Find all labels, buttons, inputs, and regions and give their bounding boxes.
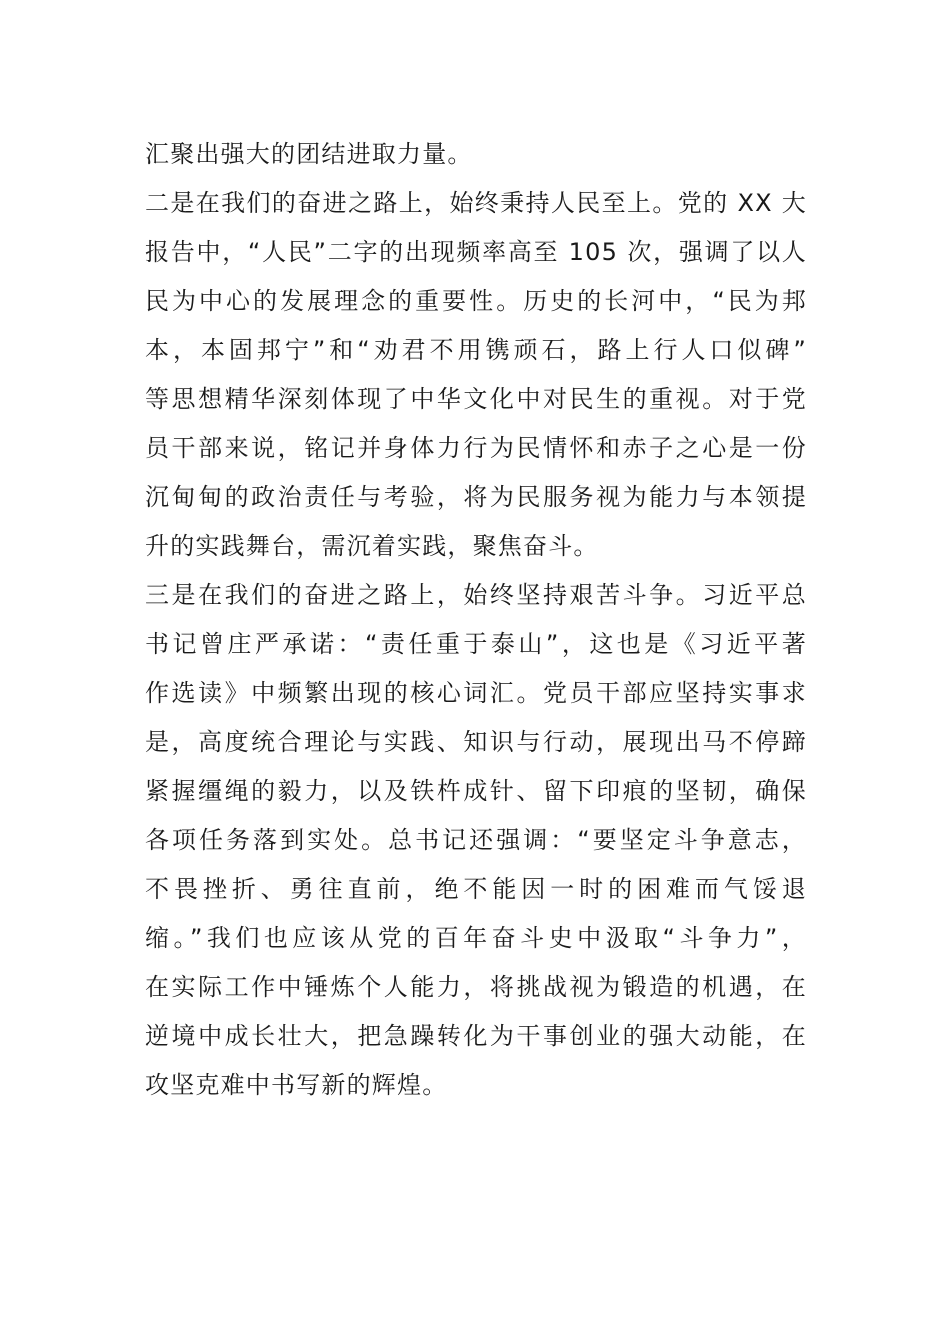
text-line: 紧握缰绳的毅力，以及铁杵成针、留下印痕的坚韧，确保	[145, 777, 807, 805]
text-line: 攻坚克难中书写新的辉煌。	[145, 1071, 448, 1099]
text-line: 三是在我们的奋进之路上，始终坚持艰苦斗争。习近平总	[145, 581, 807, 609]
text-line: 缩。”我们也应该从党的百年奋斗史中汲取“斗争力”，	[145, 924, 807, 952]
text-line: 不畏挫折、勇往直前，绝不能因一时的困难而气馁退	[145, 875, 807, 903]
text-line: 汇聚出强大的团结进取力量。	[145, 140, 473, 168]
text-line: 升的实践舞台，需沉着实践，聚焦奋斗。	[145, 532, 599, 560]
text-line: 作选读》中频繁出现的核心词汇。党员干部应坚持实事求	[145, 679, 807, 707]
text-line: 二是在我们的奋进之路上，始终秉持人民至上。党的 XX 大	[145, 189, 807, 217]
body-text	[145, 130, 807, 1110]
text-line: 书记曾庄严承诺：“责任重于泰山”，这也是《习近平著	[145, 630, 807, 658]
text-line: 是，高度统合理论与实践、知识与行动，展现出马不停蹄	[145, 728, 807, 756]
text-line: 民为中心的发展理念的重要性。历史的长河中，“民为邦	[145, 287, 807, 315]
text-line: 报告中，“人民”二字的出现频率高至 105 次，强调了以人	[145, 238, 807, 266]
text-line: 沉甸甸的政治责任与考验，将为民服务视为能力与本领提	[145, 483, 807, 511]
text-line: 等思想精华深刻体现了中华文化中对民生的重视。对于党	[145, 385, 807, 413]
text-line: 各项任务落到实处。总书记还强调：“要坚定斗争意志，	[145, 826, 807, 854]
text-line: 本，本固邦宁”和“劝君不用镌顽石，路上行人口似碑”	[145, 336, 807, 364]
text-line: 员干部来说，铭记并身体力行为民情怀和赤子之心是一份	[145, 434, 807, 462]
text-line: 逆境中成长壮大，把急躁转化为干事创业的强大动能，在	[145, 1022, 807, 1050]
text-line: 在实际工作中锤炼个人能力，将挑战视为锻造的机遇，在	[145, 973, 807, 1001]
